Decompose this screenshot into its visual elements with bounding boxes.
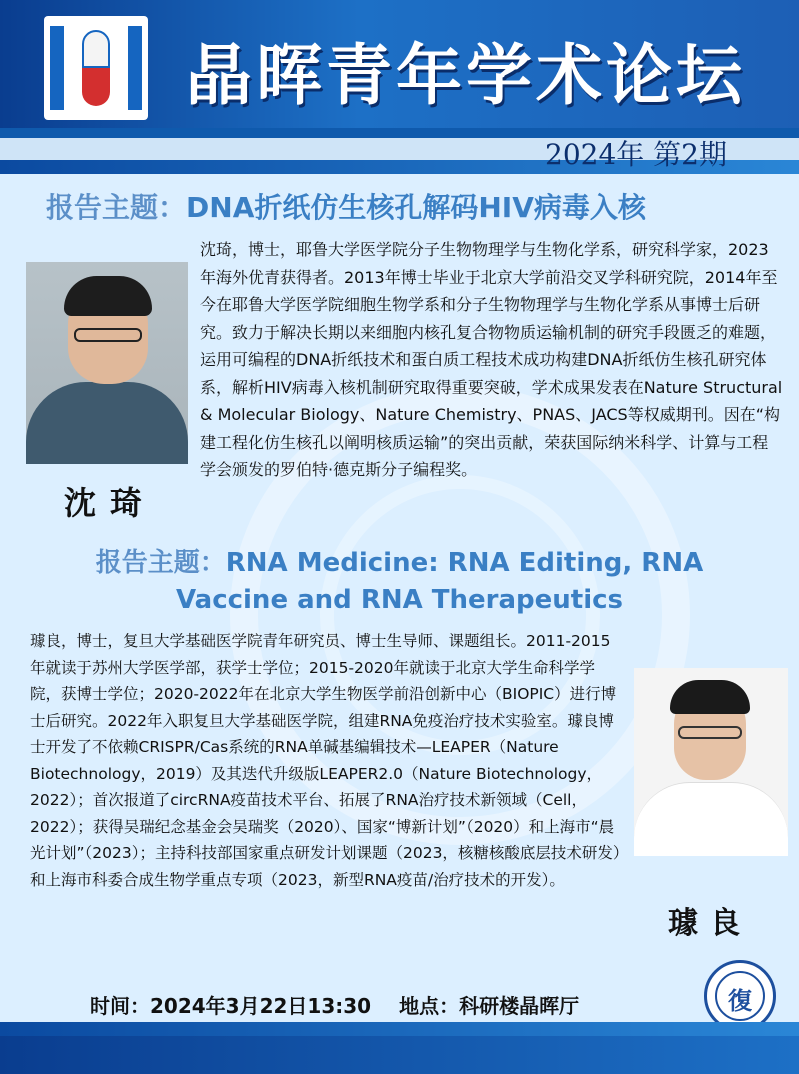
- footer-band: [0, 1036, 799, 1074]
- event-time: 时间：2024年3月22日13:30: [90, 994, 372, 1018]
- capsule-top-icon: [82, 30, 110, 68]
- speaker1-bio: 沈琦，博士，耶鲁大学医学院分子生物物理学与生物化学系，研究科学家，2023年海外优青获得者。2013年博士毕业于北京大学前沿交叉学科研究院，2014年至今在耶鲁大学医学院细胞生物学系和分子生物物理学与生物化学系从事博士后研究。致力于解决长期以来细胞内核孔复合物物质运输机制的研究手段匮乏的难题，运用可编程的DNA折纸技术和蛋白质工程技术成功构建DNA折纸仿生核孔研究体系，解析HIV病毒入核机制研究取得重要突破，学术成果发表在Nature Structural & Molecular Biology、Nature Chemistry、PNAS、JACS等权威期刊。因在“构建工程化仿生核孔以阐明核质运输”的突出贡献，荣获国际纳米科学、计算与工程学会颁发的罗伯特·德克斯分子编程奖。: [200, 240, 783, 479]
- issue-number: 2024年 第2期: [545, 138, 727, 171]
- speaker1-photo: [26, 262, 188, 464]
- speaker2-bio: 璩良，博士，复旦大学基础医学院青年研究员、博士生导师、课题组长。2011-2015年就读于苏州大学医学部，获学士学位；2015-2020年就读于北京大学生命科学学院，获博士学位；2020-2022年在北京大学生物医学前沿创新中心（BIOPIC）进行博士后研究。2022年入职复旦大学基础医学院，组建RNA免疫治疗技术实验室。璩良博士开发了不依赖CRISPR/Cas系统的RNA单碱基编辑技术—LEAPER（Nature Biotechnology，2019）及其迭代升级版LEAPER2.0（Nature Biotechnology，2022）；首次报道了circRNA疫苗技术平台、拓展了RNA治疗技术新领域（Cell，2022）；获得吴瑞纪念基金会吴瑞奖（2020）、国家“博新计划”（2020）和上海市“晨光计划”（2023）；主持科技部国家重点研发计划课题（2023，核糖核酸底层技术研发）和上海市科委合成生物学重点专项（2023，新型RNA疫苗/治疗技术的开发）。: [30, 632, 621, 889]
- forum-title: 晶晖青年学术论坛: [186, 37, 746, 114]
- event-info: [90, 990, 607, 1019]
- speaker1-name: 沈琦: [64, 484, 157, 522]
- footer-stripe: [0, 1022, 799, 1036]
- speaker2-name: 璩良: [668, 906, 752, 941]
- forum-logo: [44, 16, 148, 120]
- capsule-bottom-icon: [82, 68, 110, 106]
- talk2-topic-line1: RNA Medicine: RNA Editing, RNA: [225, 548, 704, 578]
- talk1-topic: [46, 186, 646, 226]
- talk1-topic-title: DNA折纸仿生核孔解码HIV病毒入核: [186, 191, 646, 224]
- talk2-topic-line2: Vaccine and RNA Therapeutics: [175, 585, 624, 615]
- talk2-topic: [0, 545, 799, 619]
- event-location: 地点：科研楼晶晖厅: [399, 994, 580, 1018]
- talk1-topic-label: 报告主题：: [46, 191, 187, 224]
- talk2-topic-label: 报告主题：: [95, 548, 226, 578]
- university-logo-glyph: 復: [728, 986, 752, 1015]
- speaker2-photo: [634, 668, 788, 856]
